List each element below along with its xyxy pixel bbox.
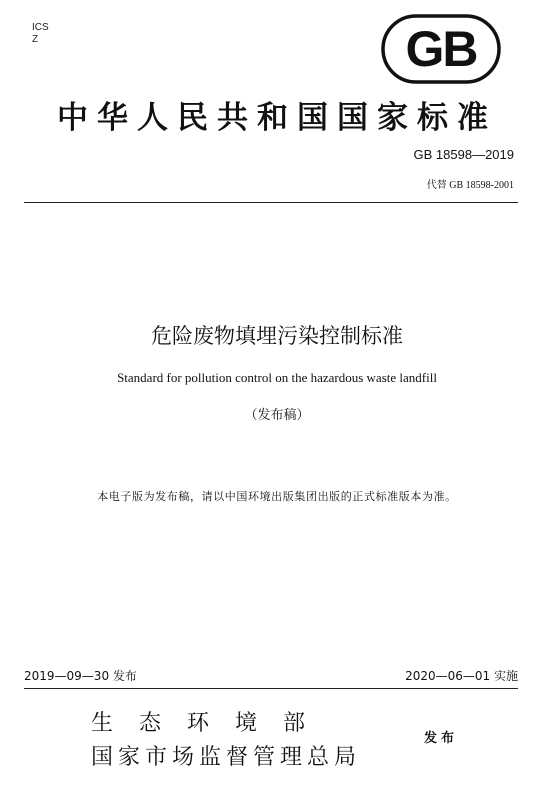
replaces-standard: 代替 GB 18598-2001 (426, 180, 514, 191)
chinese-title: 危险废物填埋污染控制标准 (151, 324, 403, 348)
ics-code (32, 22, 49, 46)
draft-label: （发布稿） (244, 408, 310, 423)
standard-number: GB 18598—2019 (413, 147, 514, 162)
implementation-date: 2020—06—01 实施 (405, 669, 518, 683)
issuer-administration: 国家市场监督管理总局 (91, 745, 362, 770)
gb-logo-icon (381, 14, 501, 84)
ics-class: Z (32, 34, 39, 45)
national-standard-header: 中华人民共和国国家标准 (57, 100, 497, 136)
publish-label: 发布 (424, 731, 459, 746)
english-title: Standard for pollution control on the hazardous waste landfill (117, 370, 437, 385)
svg-text:GB: GB (405, 21, 477, 77)
issue-date: 2019—09—30 发布 (24, 669, 137, 683)
ics-label: ICS (32, 22, 49, 33)
electronic-version-notice: 本电子版为发布稿，请以中国环境出版集团出版的正式标准版本为准。 (97, 490, 457, 503)
top-divider (24, 202, 518, 203)
issuer-ministry: 生态环境部 (91, 711, 332, 736)
bottom-divider (24, 688, 518, 689)
